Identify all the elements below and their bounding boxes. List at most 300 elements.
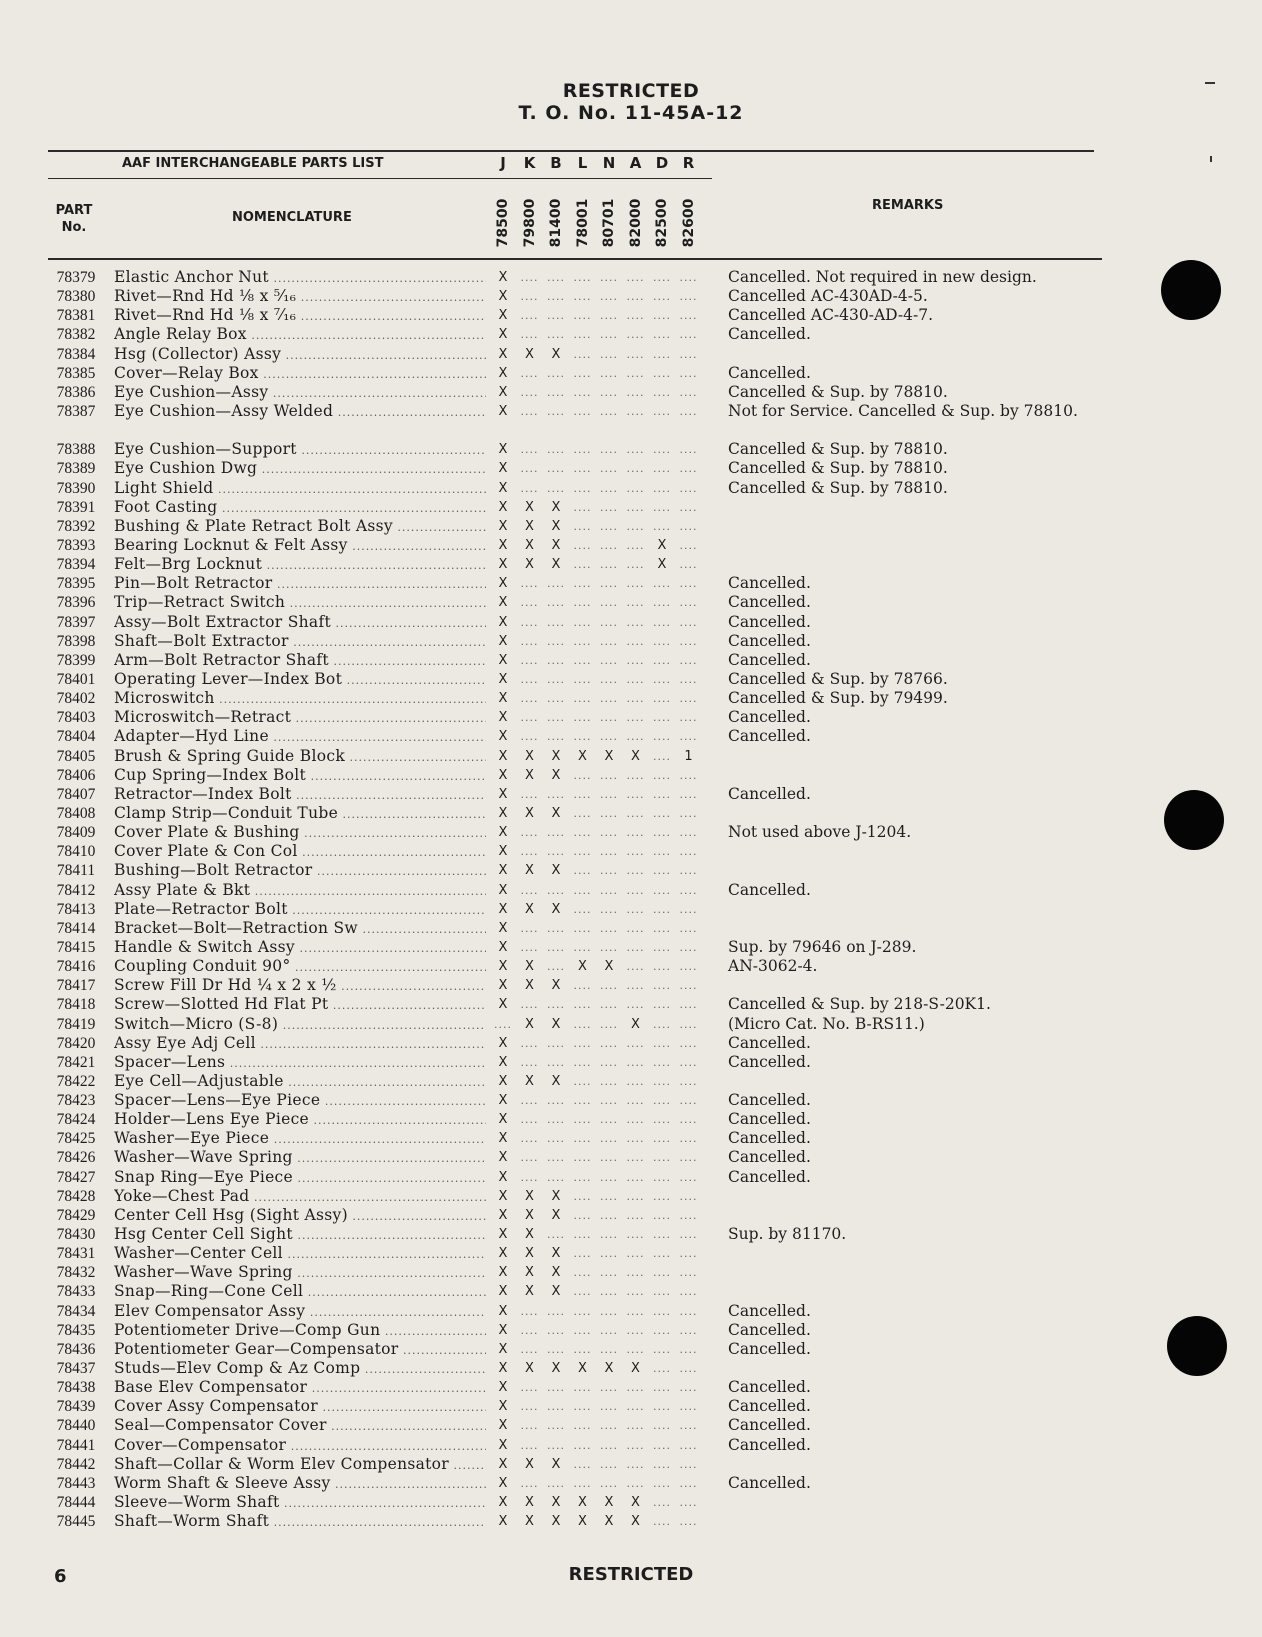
usage-mark: .... <box>573 1381 592 1395</box>
model-letter-k: K <box>523 154 536 172</box>
usage-mark: X <box>498 1380 508 1396</box>
nomenclature: Coupling Conduit 90° ..... <box>114 957 486 976</box>
usage-mark: .... <box>547 1400 565 1414</box>
usage-mark: .... <box>679 1247 698 1261</box>
model-letter-r: R <box>682 154 695 172</box>
usage-mark: .... <box>626 328 645 342</box>
usage-mark: X <box>498 959 508 975</box>
table-row <box>0 268 1262 287</box>
usage-mark: .... <box>547 1419 565 1433</box>
usage-mark: .... <box>573 1438 592 1452</box>
remarks: Sup. by 81170. <box>728 1225 847 1244</box>
usage-mark: X <box>525 978 534 994</box>
usage-mark: .... <box>600 1304 618 1318</box>
usage-mark: .... <box>679 596 698 610</box>
usage-mark: X <box>551 557 561 573</box>
usage-mark: X <box>498 939 508 955</box>
usage-mark: .... <box>679 443 698 457</box>
part-number: 78396 <box>56 594 96 612</box>
nomenclature: Spacer—Lens—Eye Piece ..... <box>114 1091 486 1110</box>
nomenclature: Seal—Compensator Cover ..... <box>114 1416 486 1435</box>
nomenclature: Cover Plate & Con Col ..... <box>114 842 486 861</box>
table-row <box>0 1321 1262 1340</box>
usage-mark: .... <box>626 290 645 304</box>
usage-mark: .... <box>573 1036 592 1050</box>
usage-mark: .... <box>653 979 671 993</box>
usage-mark: .... <box>653 290 671 304</box>
usage-mark: .... <box>679 998 698 1012</box>
table-row <box>0 842 1262 861</box>
binder-hole-bottom <box>1167 1316 1227 1376</box>
usage-mark: X <box>498 1495 508 1511</box>
usage-mark: .... <box>653 1400 671 1414</box>
usage-mark: .... <box>547 711 565 725</box>
usage-mark: .... <box>653 1515 671 1529</box>
model-letter-d: D <box>655 154 669 172</box>
nomenclature: Hsg (Collector) Assy ..... <box>114 345 486 364</box>
part-number: 78423 <box>56 1092 96 1110</box>
usage-mark: .... <box>653 615 671 629</box>
usage-mark: .... <box>573 1170 592 1184</box>
usage-mark: .... <box>653 998 671 1012</box>
table-row <box>0 881 1262 900</box>
nomenclature: Bearing Locknut & Felt Assy ..... <box>114 536 486 555</box>
usage-mark: .... <box>573 500 592 514</box>
part-number: 78421 <box>56 1053 96 1071</box>
part-number: 78397 <box>56 613 96 631</box>
usage-mark: .... <box>573 940 592 954</box>
usage-mark: X <box>551 499 561 515</box>
usage-mark: .... <box>653 519 671 533</box>
table-row <box>0 593 1262 612</box>
usage-mark: .... <box>653 1381 671 1395</box>
usage-mark: X <box>525 557 534 573</box>
table-row <box>0 1436 1262 1455</box>
usage-mark: .... <box>573 1285 592 1299</box>
usage-mark: .... <box>600 1055 618 1069</box>
usage-mark: .... <box>679 538 698 552</box>
table-row <box>0 1225 1262 1244</box>
table-row <box>0 479 1262 498</box>
usage-mark: .... <box>679 672 698 686</box>
usage-mark: .... <box>600 1208 618 1222</box>
usage-mark: .... <box>679 883 698 897</box>
table-row <box>0 498 1262 517</box>
usage-mark: X <box>578 748 587 764</box>
nomenclature: Potentiometer Gear—Compensator ..... <box>114 1340 486 1359</box>
part-number: 78398 <box>56 632 96 650</box>
usage-mark: X <box>498 1246 508 1262</box>
usage-mark: X <box>551 346 561 362</box>
table-row <box>0 938 1262 957</box>
usage-mark: .... <box>653 1074 671 1088</box>
usage-mark: .... <box>679 1381 698 1395</box>
usage-mark: X <box>631 1016 640 1032</box>
usage-mark: .... <box>547 366 565 380</box>
usage-mark: X <box>498 480 508 496</box>
usage-mark: .... <box>520 1342 539 1356</box>
remarks: Cancelled. <box>728 1473 811 1492</box>
nomenclature: Sleeve—Worm Shaft ..... <box>114 1493 486 1512</box>
usage-mark: .... <box>600 1151 618 1165</box>
table-row <box>0 995 1262 1014</box>
usage-mark: X <box>525 901 534 917</box>
remarks: Cancelled. <box>728 363 811 382</box>
usage-mark: X <box>551 1495 561 1511</box>
nomenclature: Assy—Bolt Extractor Shaft ..... <box>114 613 486 632</box>
remarks: Cancelled. Not required in new design. <box>728 268 1037 286</box>
usage-mark: .... <box>653 1036 671 1050</box>
usage-mark: .... <box>520 845 539 859</box>
usage-mark: X <box>551 1514 561 1530</box>
model-letter-a: A <box>629 154 642 172</box>
usage-mark: .... <box>679 1113 698 1127</box>
usage-mark: .... <box>626 577 645 591</box>
usage-mark: .... <box>520 692 539 706</box>
usage-mark: .... <box>600 692 618 706</box>
table-row <box>0 1110 1262 1129</box>
usage-mark: X <box>498 1112 508 1128</box>
table-row <box>0 1359 1262 1378</box>
usage-mark: .... <box>679 1074 698 1088</box>
usage-mark: X <box>551 537 561 553</box>
usage-mark: .... <box>573 692 592 706</box>
nomenclature: Eye Cushion Dwg ..... <box>114 459 486 478</box>
remarks: Cancelled & Sup. by 78810. <box>728 440 948 459</box>
usage-mark: .... <box>679 634 698 648</box>
usage-mark: .... <box>600 309 618 323</box>
usage-mark: .... <box>626 1285 645 1299</box>
usage-mark: X <box>498 1514 508 1530</box>
usage-mark: .... <box>520 462 539 476</box>
usage-mark: .... <box>626 1419 645 1433</box>
usage-mark: .... <box>600 883 618 897</box>
usage-mark: .... <box>520 883 539 897</box>
usage-mark: .... <box>573 404 592 418</box>
remarks: Cancelled & Sup. by 78810. <box>728 478 948 497</box>
model-number-column <box>570 196 596 250</box>
usage-mark: .... <box>653 902 671 916</box>
usage-mark: .... <box>679 1189 698 1203</box>
usage-mark: .... <box>679 653 698 667</box>
usage-mark: .... <box>679 1323 698 1337</box>
usage-mark: X <box>551 767 561 783</box>
usage-mark: .... <box>520 1381 539 1395</box>
part-number: 78443 <box>56 1474 96 1492</box>
usage-mark: .... <box>679 921 698 935</box>
part-number: 78390 <box>56 479 96 497</box>
usage-mark: .... <box>626 1228 645 1242</box>
nomenclature: Studs—Elev Comp & Az Comp ..... <box>114 1359 486 1378</box>
usage-mark: .... <box>573 1419 592 1433</box>
usage-mark: X <box>551 1207 561 1223</box>
usage-mark: X <box>498 1073 508 1089</box>
table-row <box>0 651 1262 670</box>
part-number: 78382 <box>56 326 96 344</box>
usage-mark: X <box>498 1131 508 1147</box>
usage-mark: .... <box>600 672 618 686</box>
table-row <box>0 957 1262 976</box>
page-number: 6 <box>54 1566 67 1587</box>
nomenclature: Eye Cushion—Support ..... <box>114 440 486 459</box>
usage-mark: .... <box>520 653 539 667</box>
usage-mark: .... <box>626 481 645 495</box>
usage-mark: .... <box>547 672 565 686</box>
usage-mark: X <box>525 1456 534 1472</box>
usage-mark: .... <box>679 787 698 801</box>
remarks: Cancelled. <box>728 1033 811 1052</box>
usage-mark: .... <box>573 558 592 572</box>
usage-mark: X <box>498 595 508 611</box>
usage-mark: X <box>498 1475 508 1491</box>
table-row <box>0 727 1262 746</box>
usage-mark: .... <box>547 634 565 648</box>
part-number: 78415 <box>56 938 96 956</box>
usage-mark: X <box>498 1456 508 1472</box>
table-row <box>0 306 1262 325</box>
model-number-82000: 82000 <box>627 198 644 248</box>
usage-mark: .... <box>600 940 618 954</box>
usage-mark: X <box>498 1322 508 1338</box>
nomenclature: Foot Casting ..... <box>114 498 486 517</box>
model-number-row <box>490 196 706 250</box>
usage-mark: .... <box>653 1094 671 1108</box>
usage-mark: .... <box>600 1189 618 1203</box>
usage-mark: .... <box>653 940 671 954</box>
model-number-column <box>596 196 622 250</box>
usage-mark: X <box>498 442 508 458</box>
model-number-column <box>543 196 569 250</box>
usage-mark: .... <box>679 328 698 342</box>
remarks: Cancelled. <box>728 1129 811 1148</box>
remarks: Cancelled. <box>728 574 811 593</box>
nomenclature: Center Cell Hsg (Sight Assy) ..... <box>114 1206 486 1225</box>
usage-mark: .... <box>626 271 645 284</box>
usage-mark: X <box>498 805 508 821</box>
usage-mark: .... <box>573 1074 592 1088</box>
usage-mark: .... <box>600 1323 618 1337</box>
usage-mark: .... <box>600 1170 618 1184</box>
remarks: (Micro Cat. No. B-RS11.) <box>728 1014 925 1033</box>
part-number: 78393 <box>56 536 96 554</box>
usage-mark: .... <box>600 519 618 533</box>
nomenclature: Adapter—Hyd Line ..... <box>114 727 486 746</box>
usage-mark: X <box>551 1284 561 1300</box>
part-number: 78409 <box>56 824 96 842</box>
usage-mark: .... <box>600 711 618 725</box>
part-number: 78385 <box>56 364 96 382</box>
table-row <box>0 1302 1262 1321</box>
table-row <box>0 1034 1262 1053</box>
table-row <box>0 919 1262 938</box>
usage-mark: .... <box>679 979 698 993</box>
nomenclature: Eye Cell—Adjustable ..... <box>114 1072 486 1091</box>
usage-mark: X <box>498 365 508 381</box>
usage-mark: .... <box>626 998 645 1012</box>
usage-mark: X <box>551 863 561 879</box>
usage-mark: X <box>498 1303 508 1319</box>
nomenclature: Switch—Micro (S-8) ..... <box>114 1015 486 1034</box>
nomenclature: Assy Plate & Bkt ..... <box>114 881 486 900</box>
usage-mark: .... <box>573 787 592 801</box>
usage-mark: X <box>525 1188 534 1204</box>
usage-mark: .... <box>653 730 671 744</box>
remarks: Cancelled. <box>728 708 811 727</box>
usage-mark: .... <box>600 1457 618 1471</box>
part-number: 78413 <box>56 900 96 918</box>
usage-mark: .... <box>653 806 671 820</box>
usage-mark: X <box>604 1361 614 1377</box>
usage-mark: .... <box>520 481 539 495</box>
usage-mark: .... <box>679 500 698 514</box>
nomenclature: Assy Eye Adj Cell ..... <box>114 1034 486 1053</box>
usage-mark: .... <box>600 1094 618 1108</box>
nomenclature: Handle & Switch Assy ..... <box>114 938 486 957</box>
part-number: 78399 <box>56 651 96 669</box>
usage-mark: .... <box>520 940 539 954</box>
usage-mark: .... <box>626 1094 645 1108</box>
usage-mark: .... <box>573 1304 592 1318</box>
usage-mark: .... <box>573 768 592 782</box>
table-row <box>0 345 1262 364</box>
usage-mark: .... <box>573 290 592 304</box>
usage-mark: .... <box>679 1017 698 1031</box>
usage-mark: X <box>498 844 508 860</box>
usage-mark: X <box>498 1035 508 1051</box>
usage-mark: .... <box>573 1113 592 1127</box>
usage-mark: .... <box>626 634 645 648</box>
usage-mark: .... <box>679 481 698 495</box>
model-number-column <box>676 196 702 250</box>
usage-mark: .... <box>573 309 592 323</box>
remarks: Cancelled. <box>728 1167 811 1186</box>
usage-mark: X <box>498 748 508 764</box>
usage-mark: X <box>498 518 508 534</box>
usage-mark: .... <box>653 692 671 706</box>
usage-mark: .... <box>494 1017 512 1031</box>
nomenclature: Holder—Lens Eye Piece ..... <box>114 1110 486 1129</box>
table-row <box>0 861 1262 880</box>
usage-mark: .... <box>573 998 592 1012</box>
model-number-79800: 79800 <box>521 198 538 248</box>
usage-mark: .... <box>679 711 698 725</box>
usage-mark: .... <box>520 443 539 457</box>
usage-mark: .... <box>520 1476 539 1490</box>
part-number: 78441 <box>56 1436 96 1454</box>
nomenclature: Arm—Bolt Retractor Shaft ..... <box>114 651 486 670</box>
usage-mark: .... <box>573 1094 592 1108</box>
usage-mark: .... <box>600 404 618 418</box>
table-row <box>0 402 1262 440</box>
part-number: 78411 <box>56 862 96 880</box>
usage-mark: .... <box>653 1304 671 1318</box>
usage-mark: .... <box>600 768 618 782</box>
usage-mark: X <box>604 1514 614 1530</box>
usage-mark: .... <box>626 1438 645 1452</box>
usage-mark: .... <box>573 347 592 361</box>
usage-mark: X <box>525 959 534 975</box>
nomenclature: Trip—Retract Switch ..... <box>114 593 486 612</box>
model-letter-j: J <box>500 154 506 172</box>
usage-mark: .... <box>600 1132 618 1146</box>
nomenclature: Cover—Compensator ..... <box>114 1436 486 1455</box>
usage-mark: .... <box>653 366 671 380</box>
usage-mark: .... <box>547 921 565 935</box>
part-number: 78438 <box>56 1379 96 1397</box>
usage-mark: X <box>498 786 508 802</box>
usage-mark: .... <box>653 845 671 859</box>
usage-mark: .... <box>520 1094 539 1108</box>
usage-mark: X <box>525 1361 534 1377</box>
remarks-header: REMARKS <box>872 198 944 213</box>
remarks: Cancelled. <box>728 1435 811 1454</box>
usage-mark: X <box>498 863 508 879</box>
usage-mark: .... <box>573 1266 592 1280</box>
usage-mark: .... <box>547 1151 565 1165</box>
remarks: Not for Service. Cancelled & Sup. by 78810. <box>728 401 1078 420</box>
table-row <box>0 517 1262 536</box>
usage-mark: .... <box>547 998 565 1012</box>
table-row <box>0 1244 1262 1263</box>
usage-mark: .... <box>626 806 645 820</box>
technical-order-number: T. O. No. 11-45A-12 <box>518 102 744 124</box>
model-number-78001: 78001 <box>574 198 591 248</box>
usage-mark: .... <box>573 1208 592 1222</box>
usage-mark: .... <box>679 519 698 533</box>
nomenclature: Retractor—Index Bolt ..... <box>114 785 486 804</box>
nomenclature: Shaft—Bolt Extractor ..... <box>114 632 486 651</box>
usage-mark: .... <box>573 730 592 744</box>
usage-mark: X <box>498 1150 508 1166</box>
usage-mark: .... <box>679 902 698 916</box>
nomenclature: Hsg Center Cell Sight ..... <box>114 1225 486 1244</box>
usage-mark: .... <box>600 538 618 552</box>
usage-mark: .... <box>626 653 645 667</box>
usage-mark: .... <box>600 864 618 878</box>
usage-mark: X <box>525 805 534 821</box>
table-row <box>0 555 1262 574</box>
table-row <box>0 747 1262 766</box>
usage-mark: .... <box>547 1304 565 1318</box>
part-number: 78406 <box>56 766 96 784</box>
nomenclature: Washer—Eye Piece ..... <box>114 1129 486 1148</box>
usage-mark: .... <box>573 806 592 820</box>
table-row <box>0 1015 1262 1034</box>
usage-mark: .... <box>547 960 565 974</box>
usage-mark: .... <box>679 462 698 476</box>
usage-mark: .... <box>520 309 539 323</box>
usage-mark: X <box>525 1207 534 1223</box>
usage-mark: .... <box>520 1438 539 1452</box>
table-row <box>0 1053 1262 1072</box>
usage-mark: .... <box>653 1113 671 1127</box>
usage-mark: .... <box>547 1055 565 1069</box>
usage-mark: X <box>498 1093 508 1109</box>
usage-mark: X <box>551 518 561 534</box>
part-number: 78394 <box>56 556 96 574</box>
remarks: Cancelled. <box>728 1416 811 1435</box>
usage-mark: .... <box>520 634 539 648</box>
usage-mark: .... <box>653 1496 671 1510</box>
usage-mark: X <box>604 1495 614 1511</box>
usage-mark: .... <box>653 787 671 801</box>
remarks: AN-3062-4. <box>728 957 818 976</box>
usage-mark: .... <box>679 1228 698 1242</box>
usage-mark: .... <box>547 1170 565 1184</box>
usage-mark: .... <box>653 443 671 457</box>
part-header-line-2: No. <box>61 220 87 235</box>
model-number-column <box>490 196 516 250</box>
